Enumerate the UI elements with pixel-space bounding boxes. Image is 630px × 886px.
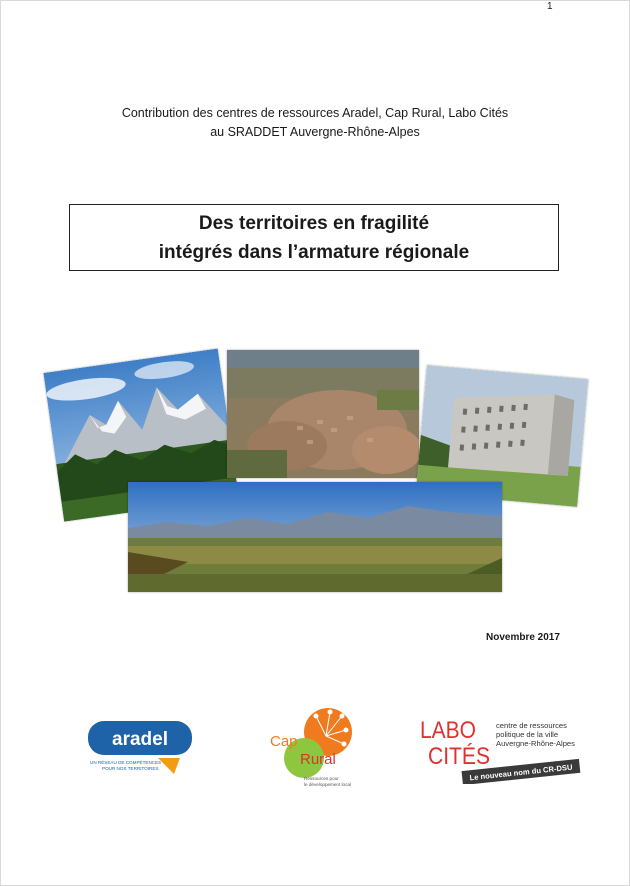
- cap-rural-tagline-1: Ressources pour: [304, 776, 339, 781]
- valley-panorama-photo: [128, 482, 502, 592]
- document-subtitle: [0, 104, 630, 142]
- aradel-logo: [88, 720, 194, 778]
- aradel-tagline-2: POUR NOS TERRITOIRES: [102, 766, 159, 771]
- labo-cites-banner-text: Le nouveau nom du CR-DSU: [469, 762, 573, 783]
- title-line-2: intégrés dans l’armature régionale: [158, 242, 470, 263]
- page-number: 1: [547, 1, 553, 12]
- subtitle-line-1: Contribution des centres de ressources Aradel, Cap Rural, Labo Cités: [121, 106, 509, 120]
- town-aerial-photo: [227, 350, 419, 478]
- cap-rural-word-1: Cap: [270, 733, 298, 750]
- cap-rural-tagline-2: le développement local: [304, 782, 351, 787]
- subtitle-line-2: au SRADDET Auvergne-Rhône-Alpes: [210, 125, 420, 139]
- cap-rural-word-2: Rural: [300, 751, 336, 768]
- document-title: [69, 204, 559, 271]
- title-line-1: Des territoires en fragilité: [198, 213, 430, 234]
- labo-cites-desc-3: Auvergne-Rhône-Alpes: [496, 739, 575, 748]
- labo-cites-logo: [420, 714, 584, 784]
- labo-cites-word-2: CITÉS: [428, 743, 490, 770]
- labo-cites-word-1: LABO: [420, 717, 476, 744]
- labo-cites-desc-2: politique de la ville: [496, 730, 559, 739]
- aradel-tagline-1: UN RÉSEAU DE COMPÉTENCES: [90, 760, 162, 765]
- aradel-wordmark: aradel: [112, 729, 168, 750]
- labo-cites-desc-1: centre de ressources: [496, 721, 567, 730]
- document-date: Novembre 2017: [486, 632, 560, 643]
- cap-rural-logo: [268, 702, 364, 790]
